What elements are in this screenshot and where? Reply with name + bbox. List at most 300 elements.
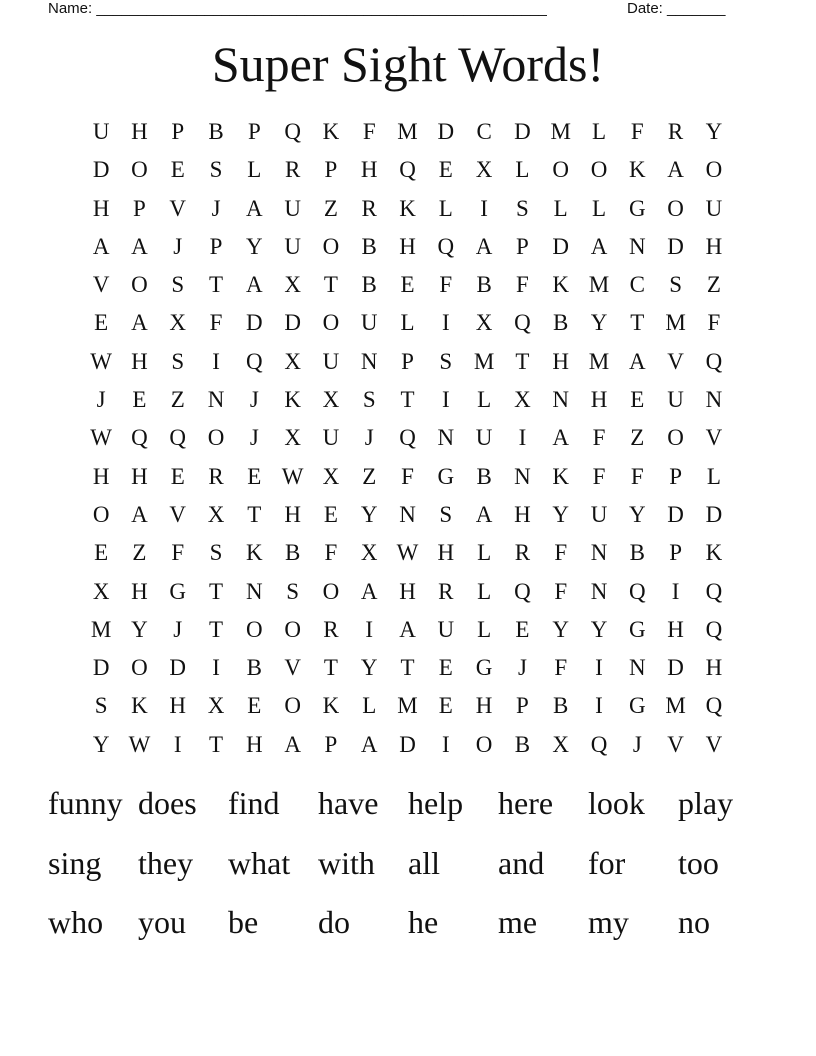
grid-letter[interactable]: J <box>632 731 642 757</box>
grid-letter[interactable]: D <box>667 233 684 259</box>
grid-letter[interactable]: H <box>360 157 378 183</box>
grid-letter[interactable]: Y <box>705 119 723 144</box>
grid-letter[interactable]: H <box>590 387 608 413</box>
grid-letter[interactable]: S <box>362 387 376 413</box>
grid-letter[interactable]: H <box>552 348 570 374</box>
grid-letter[interactable]: T <box>400 387 415 413</box>
word-list-item: what <box>228 844 291 881</box>
grid-letter[interactable]: P <box>247 119 261 144</box>
grid-letter[interactable]: H <box>705 233 723 259</box>
grid-letter[interactable]: H <box>667 616 684 642</box>
grid-letter[interactable]: A <box>590 233 608 259</box>
grid-letter[interactable]: K <box>322 693 340 719</box>
grid-letter[interactable]: B <box>361 233 377 259</box>
grid-letter[interactable]: Z <box>362 463 377 489</box>
grid-letter[interactable]: D <box>399 731 416 757</box>
grid-letter[interactable]: E <box>438 655 453 681</box>
grid-letter[interactable]: T <box>209 272 224 298</box>
grid-letter[interactable]: L <box>553 195 568 221</box>
grid-letter[interactable]: F <box>324 540 338 566</box>
grid-letter[interactable]: Q <box>246 348 263 374</box>
grid-letter[interactable]: W <box>281 463 304 489</box>
grid-letter[interactable]: P <box>133 195 146 221</box>
grid-letter[interactable]: Z <box>170 387 185 413</box>
grid-letter[interactable]: I <box>212 655 220 681</box>
date-field-label[interactable]: Date: _______ <box>627 0 726 17</box>
grid-letter[interactable]: Z <box>132 540 147 566</box>
grid-letter[interactable]: A <box>131 310 148 336</box>
grid-letter[interactable]: P <box>516 693 529 719</box>
grid-letter[interactable]: F <box>439 272 453 298</box>
grid-letter[interactable]: I <box>212 348 220 374</box>
grid-letter[interactable]: E <box>438 157 453 183</box>
grid-letter[interactable]: P <box>324 157 338 183</box>
grid-letter[interactable]: B <box>476 463 492 489</box>
grid-letter[interactable]: E <box>170 463 185 489</box>
grid-letter[interactable]: M <box>397 693 418 719</box>
grid-letter[interactable]: L <box>477 578 492 604</box>
grid-letter[interactable]: F <box>171 540 185 566</box>
grid-letter[interactable]: G <box>628 195 646 221</box>
grid-letter[interactable]: N <box>590 540 608 566</box>
grid-letter[interactable]: N <box>628 233 646 259</box>
grid-letter[interactable]: P <box>209 233 223 259</box>
grid-letter[interactable]: B <box>553 310 569 336</box>
grid-letter[interactable]: V <box>705 731 723 757</box>
grid-letter[interactable]: E <box>132 387 147 413</box>
grid-letter[interactable]: O <box>322 233 340 259</box>
grid-letter[interactable]: Q <box>705 693 723 719</box>
grid-letter[interactable]: O <box>284 616 301 642</box>
grid-letter[interactable]: M <box>550 119 571 144</box>
grid-letter[interactable]: O <box>284 693 301 719</box>
grid-letter[interactable]: U <box>92 119 110 144</box>
grid-letter[interactable]: D <box>514 119 531 144</box>
grid-letter[interactable]: E <box>94 310 109 336</box>
grid-letter[interactable]: M <box>665 310 686 336</box>
grid-letter[interactable]: A <box>628 348 646 374</box>
grid-letter[interactable]: Y <box>590 616 608 642</box>
grid-letter[interactable]: H <box>131 463 148 489</box>
word-list-item: here <box>498 785 554 821</box>
grid-letter[interactable]: C <box>476 119 492 144</box>
grid-letter[interactable]: N <box>437 425 455 451</box>
grid-letter[interactable]: J <box>249 387 259 413</box>
grid-letter[interactable]: T <box>630 310 645 336</box>
grid-letter[interactable]: Q <box>514 310 531 336</box>
grid-letter[interactable]: R <box>208 463 224 489</box>
grid-letter[interactable]: D <box>667 501 684 527</box>
grid-letter[interactable]: P <box>324 731 338 757</box>
grid-letter[interactable]: Y <box>360 501 378 527</box>
grid-letter[interactable]: E <box>323 501 338 527</box>
grid-letter[interactable]: K <box>628 157 646 183</box>
grid-letter[interactable]: I <box>441 310 450 336</box>
grid-letter[interactable]: Q <box>514 578 531 604</box>
grid-letter[interactable]: D <box>169 655 187 681</box>
grid-letter[interactable]: I <box>173 731 182 757</box>
grid-letter[interactable]: B <box>246 655 262 681</box>
grid-letter[interactable]: V <box>667 731 684 757</box>
grid-letter[interactable]: I <box>595 655 603 681</box>
grid-letter[interactable]: O <box>131 655 148 681</box>
grid-letter[interactable]: S <box>171 348 185 374</box>
grid-letter[interactable]: P <box>516 233 529 259</box>
grid-letter[interactable]: A <box>360 731 378 757</box>
grid-letter[interactable]: X <box>284 425 301 451</box>
grid-letter[interactable]: V <box>169 501 187 527</box>
grid-letter[interactable]: M <box>588 272 610 298</box>
grid-letter[interactable]: E <box>247 693 262 719</box>
grid-letter[interactable]: U <box>284 233 301 259</box>
grid-letter[interactable]: G <box>475 655 493 681</box>
grid-letter[interactable]: K <box>322 119 340 144</box>
grid-letter[interactable]: S <box>439 501 453 527</box>
grid-letter[interactable]: D <box>92 157 110 183</box>
grid-letter[interactable]: O <box>207 425 225 451</box>
grid-letter[interactable]: M <box>90 616 112 642</box>
grid-letter[interactable]: Q <box>437 233 455 259</box>
grid-letter[interactable]: B <box>476 272 492 298</box>
grid-letter[interactable]: F <box>592 463 606 489</box>
grid-letter[interactable]: J <box>211 195 221 221</box>
grid-letter[interactable]: L <box>400 310 415 336</box>
grid-letter[interactable]: N <box>552 387 570 413</box>
grid-letter[interactable]: U <box>322 425 340 451</box>
grid-letter[interactable]: F <box>630 119 644 144</box>
word-list-item: help <box>408 785 464 821</box>
grid-letter[interactable]: T <box>247 501 262 527</box>
grid-letter[interactable]: J <box>96 387 106 413</box>
grid-letter[interactable]: O <box>475 731 493 757</box>
grid-letter[interactable]: A <box>92 233 110 259</box>
grid-letter[interactable]: A <box>667 157 684 183</box>
grid-letter[interactable]: K <box>399 195 416 221</box>
grid-letter[interactable]: W <box>90 425 112 451</box>
grid-letter[interactable]: X <box>322 387 340 413</box>
name-field-label[interactable]: Name: ______________________________________________________ <box>48 0 547 17</box>
grid-letter[interactable]: G <box>169 578 187 604</box>
grid-letter[interactable]: K <box>246 540 263 566</box>
grid-letter[interactable]: F <box>554 578 568 604</box>
grid-letter[interactable]: F <box>707 310 721 336</box>
grid-letter[interactable]: Q <box>628 578 646 604</box>
grid-letter[interactable]: B <box>208 119 224 144</box>
grid-letter[interactable]: L <box>706 463 721 489</box>
grid-letter[interactable]: F <box>592 425 606 451</box>
grid-letter[interactable]: H <box>169 693 187 719</box>
grid-letter[interactable]: S <box>516 195 529 221</box>
grid-letter[interactable]: W <box>90 348 112 374</box>
grid-letter[interactable]: L <box>438 195 453 221</box>
grid-letter[interactable]: P <box>401 348 414 374</box>
grid-letter[interactable]: X <box>284 348 301 374</box>
grid-letter[interactable]: M <box>665 693 686 719</box>
grid-letter[interactable]: E <box>170 157 185 183</box>
grid-letter[interactable]: T <box>400 655 415 681</box>
grid-letter[interactable]: X <box>322 463 340 489</box>
grid-letter[interactable]: G <box>628 616 646 642</box>
grid-letter[interactable]: X <box>92 578 110 604</box>
grid-letter[interactable]: V <box>92 272 110 298</box>
grid-letter[interactable]: X <box>169 310 187 336</box>
grid-letter[interactable]: L <box>362 693 377 719</box>
grid-letter[interactable]: X <box>207 501 225 527</box>
grid-letter[interactable]: J <box>249 425 259 451</box>
grid-letter[interactable]: T <box>209 578 224 604</box>
grid-letter[interactable]: U <box>360 310 378 336</box>
grid-letter[interactable]: T <box>323 272 338 298</box>
grid-letter[interactable]: N <box>514 463 531 489</box>
grid-letter[interactable]: S <box>669 272 682 298</box>
grid-letter[interactable]: K <box>131 693 148 719</box>
grid-letter[interactable]: E <box>515 616 530 642</box>
grid-letter[interactable]: M <box>397 119 418 144</box>
grid-letter[interactable]: X <box>475 157 493 183</box>
grid-letter[interactable]: G <box>628 693 646 719</box>
grid-letter[interactable]: Q <box>705 616 723 642</box>
grid-letter[interactable]: D <box>284 310 301 336</box>
grid-letter[interactable]: Y <box>131 616 148 642</box>
grid-letter[interactable]: U <box>437 616 455 642</box>
grid-letter[interactable]: E <box>400 272 415 298</box>
grid-letter[interactable]: F <box>362 119 376 144</box>
grid-letter[interactable]: L <box>477 387 492 413</box>
grid-letter[interactable]: X <box>360 540 378 566</box>
grid-letter[interactable]: O <box>131 272 148 298</box>
grid-letter[interactable]: B <box>361 272 377 298</box>
grid-letter[interactable]: Y <box>360 655 378 681</box>
grid-letter[interactable]: H <box>514 501 531 527</box>
grid-letter[interactable]: Q <box>169 425 187 451</box>
grid-letter[interactable]: C <box>629 272 645 298</box>
grid-letter[interactable]: S <box>439 348 453 374</box>
grid-letter[interactable]: E <box>630 387 645 413</box>
grid-letter[interactable]: S <box>94 693 108 719</box>
grid-letter[interactable]: F <box>209 310 223 336</box>
grid-letter[interactable]: J <box>364 425 374 451</box>
grid-letter[interactable]: U <box>322 348 340 374</box>
grid-letter[interactable]: Y <box>246 233 263 259</box>
grid-letter[interactable]: U <box>475 425 493 451</box>
grid-letter[interactable]: D <box>705 501 723 527</box>
grid-letter[interactable]: H <box>131 578 148 604</box>
grid-letter[interactable]: J <box>173 233 183 259</box>
grid-letter[interactable]: Q <box>705 348 723 374</box>
grid-letter[interactable]: K <box>284 387 301 413</box>
grid-letter[interactable]: T <box>209 616 224 642</box>
grid-letter[interactable]: S <box>209 540 223 566</box>
grid-letter[interactable]: I <box>480 195 488 221</box>
grid-letter[interactable]: N <box>705 387 723 413</box>
grid-letter[interactable]: Y <box>552 616 570 642</box>
grid-letter[interactable]: L <box>247 157 262 183</box>
grid-letter[interactable]: D <box>92 655 110 681</box>
grid-letter[interactable]: H <box>284 501 301 527</box>
grid-letter[interactable]: N <box>399 501 416 527</box>
grid-letter[interactable]: O <box>92 501 110 527</box>
grid-letter[interactable]: Q <box>399 157 416 183</box>
grid-letter[interactable]: U <box>590 501 608 527</box>
grid-letter[interactable]: O <box>131 157 148 183</box>
grid-letter[interactable]: B <box>284 540 301 566</box>
grid-letter[interactable]: D <box>437 119 455 144</box>
grid-letter[interactable]: W <box>128 731 151 757</box>
grid-letter[interactable]: H <box>399 233 416 259</box>
grid-letter[interactable]: O <box>667 195 684 221</box>
grid-letter[interactable]: I <box>441 731 450 757</box>
grid-letter[interactable]: V <box>284 655 301 681</box>
grid-letter[interactable]: Z <box>630 425 645 451</box>
grid-letter[interactable]: E <box>438 693 453 719</box>
grid-letter[interactable]: N <box>590 578 608 604</box>
grid-letter[interactable]: B <box>514 731 531 757</box>
grid-letter[interactable]: A <box>360 578 378 604</box>
grid-letter[interactable]: T <box>209 731 224 757</box>
grid-letter[interactable]: S <box>286 578 300 604</box>
grid-letter[interactable]: X <box>207 693 225 719</box>
grid-letter[interactable]: M <box>588 348 610 374</box>
grid-letter[interactable]: D <box>246 310 263 336</box>
grid-letter[interactable]: I <box>365 616 374 642</box>
grid-letter[interactable]: Q <box>399 425 416 451</box>
grid-letter[interactable]: N <box>360 348 378 374</box>
grid-letter[interactable]: Q <box>284 119 301 144</box>
grid-letter[interactable]: M <box>473 348 495 374</box>
grid-letter[interactable]: J <box>173 616 183 642</box>
grid-letter[interactable]: P <box>171 119 185 144</box>
word-search-grid <box>82 113 733 764</box>
grid-letter[interactable]: A <box>246 272 263 298</box>
grid-letter[interactable]: A <box>131 233 148 259</box>
grid-letter[interactable]: X <box>514 387 531 413</box>
grid-letter[interactable]: N <box>628 655 646 681</box>
grid-letter[interactable]: P <box>669 463 682 489</box>
grid-letter[interactable]: O <box>322 578 340 604</box>
grid-letter[interactable]: K <box>552 272 570 298</box>
grid-letter[interactable]: F <box>516 272 529 298</box>
grid-letter[interactable]: Q <box>590 731 608 757</box>
word-list-item: too <box>678 844 719 881</box>
grid-letter[interactable]: A <box>552 425 570 451</box>
grid-letter[interactable]: O <box>590 157 608 183</box>
grid-letter[interactable]: R <box>284 157 301 183</box>
word-list-item: funny <box>48 785 123 821</box>
grid-letter[interactable]: V <box>169 195 187 221</box>
grid-letter[interactable]: S <box>209 157 223 183</box>
grid-letter[interactable]: U <box>667 387 684 413</box>
grid-letter[interactable]: O <box>552 157 570 183</box>
grid-letter[interactable]: F <box>554 540 568 566</box>
grid-letter[interactable]: H <box>131 348 148 374</box>
grid-letter[interactable]: R <box>514 540 531 566</box>
grid-letter[interactable]: I <box>518 425 527 451</box>
grid-letter[interactable]: I <box>671 578 680 604</box>
grid-letter[interactable]: F <box>630 463 644 489</box>
grid-letter[interactable]: T <box>515 348 530 374</box>
grid-letter[interactable]: S <box>171 272 185 298</box>
grid-letter[interactable]: O <box>322 310 340 336</box>
grid-letter[interactable]: L <box>477 616 492 642</box>
grid-letter[interactable]: O <box>705 157 723 183</box>
grid-letter[interactable]: A <box>131 501 148 527</box>
grid-letter[interactable]: R <box>438 578 454 604</box>
grid-letter[interactable]: H <box>475 693 493 719</box>
grid-letter[interactable]: U <box>705 195 723 221</box>
grid-letter[interactable]: Y <box>92 731 110 757</box>
grid-letter[interactable]: W <box>396 540 419 566</box>
grid-letter[interactable]: Y <box>628 501 646 527</box>
grid-letter[interactable]: L <box>515 157 530 183</box>
grid-letter[interactable]: N <box>207 387 225 413</box>
grid-letter[interactable]: H <box>246 731 263 757</box>
grid-letter[interactable]: A <box>475 501 493 527</box>
grid-letter[interactable]: B <box>553 693 569 719</box>
grid-letter[interactable]: I <box>441 387 450 413</box>
grid-letter[interactable]: O <box>667 425 684 451</box>
grid-letter[interactable]: F <box>554 655 568 681</box>
grid-letter[interactable]: Q <box>131 425 148 451</box>
word-list-item: look <box>588 785 645 821</box>
grid-letter[interactable]: J <box>517 655 527 681</box>
grid-letter[interactable]: A <box>475 233 493 259</box>
grid-letter[interactable]: D <box>552 233 570 259</box>
grid-letter[interactable]: X <box>284 272 301 298</box>
grid-letter[interactable]: U <box>284 195 301 221</box>
grid-letter[interactable]: E <box>247 463 262 489</box>
grid-letter[interactable]: X <box>552 731 570 757</box>
grid-letter[interactable]: V <box>705 425 723 451</box>
grid-letter[interactable]: R <box>361 195 377 221</box>
grid-letter[interactable]: K <box>705 540 723 566</box>
grid-letter[interactable]: H <box>92 195 110 221</box>
grid-letter[interactable]: H <box>399 578 416 604</box>
grid-letter[interactable]: A <box>399 616 416 642</box>
grid-letter[interactable]: B <box>629 540 645 566</box>
grid-letter[interactable]: I <box>595 693 603 719</box>
grid-letter[interactable]: V <box>667 348 684 374</box>
grid-letter[interactable]: P <box>669 540 682 566</box>
grid-letter[interactable]: H <box>705 655 723 681</box>
grid-letter[interactable]: N <box>246 578 263 604</box>
grid-letter[interactable]: A <box>246 195 263 221</box>
grid-letter[interactable]: R <box>667 119 684 144</box>
grid-letter[interactable]: H <box>92 463 110 489</box>
word-list-item: does <box>138 785 197 821</box>
grid-letter[interactable]: H <box>131 119 148 144</box>
grid-letter[interactable]: Z <box>706 272 721 298</box>
grid-letter[interactable]: R <box>323 616 339 642</box>
grid-letter[interactable]: O <box>246 616 263 642</box>
grid-letter[interactable]: Y <box>552 501 570 527</box>
grid-letter[interactable]: L <box>477 540 492 566</box>
grid-letter[interactable]: F <box>401 463 414 489</box>
grid-letter[interactable]: D <box>667 655 684 681</box>
grid-letter[interactable]: Q <box>705 578 723 604</box>
grid-letter[interactable]: Y <box>590 310 608 336</box>
grid-letter[interactable]: L <box>591 195 607 221</box>
grid-letter[interactable]: Z <box>323 195 338 221</box>
grid-letter[interactable]: T <box>323 655 338 681</box>
grid-letter[interactable]: K <box>552 463 570 489</box>
grid-letter[interactable]: L <box>591 119 607 144</box>
grid-letter[interactable]: X <box>475 310 493 336</box>
word-list-item: be <box>228 904 259 940</box>
grid-letter[interactable]: A <box>284 731 301 757</box>
grid-letter[interactable]: E <box>94 540 109 566</box>
grid-letter[interactable]: H <box>437 540 455 566</box>
grid-letter[interactable]: G <box>437 463 455 489</box>
